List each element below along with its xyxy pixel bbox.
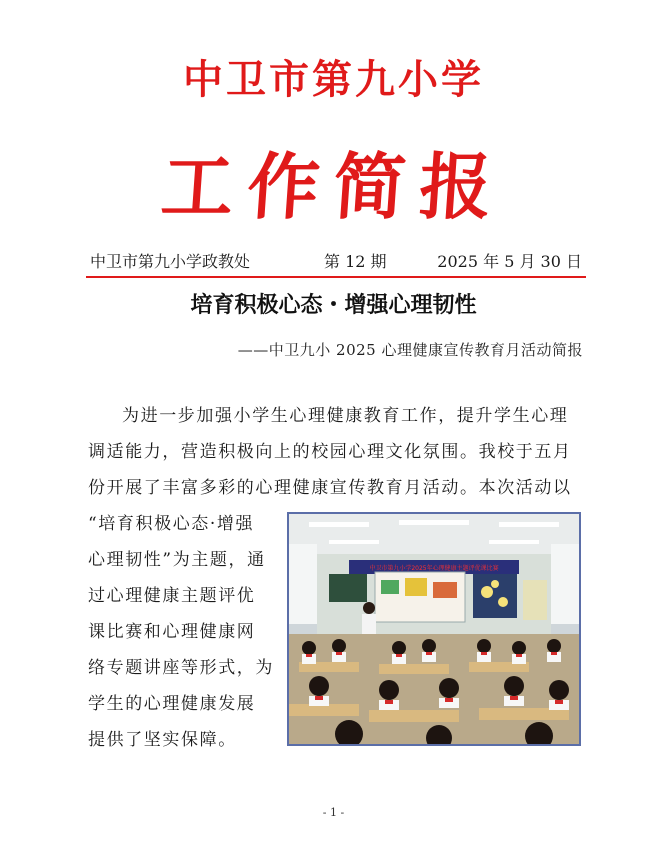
issue-info-bar: [86, 250, 586, 274]
body-line: 课比赛和心理健康网: [88, 622, 256, 642]
issue-department: 中卫市第九小学政教处: [90, 252, 251, 271]
body-line: 学生的心理健康发展: [88, 694, 256, 714]
issue-date: 2025 年 5 月 30 日: [437, 252, 582, 271]
photo-banner: 中卫市第九小学2025年心理健康主题评优课比赛: [369, 565, 499, 572]
classroom-photo: [287, 512, 581, 746]
body-line: 提供了坚实保障。: [88, 730, 237, 750]
page-number: - 1 -: [322, 806, 345, 819]
body-line: 过心理健康主题评优: [88, 586, 256, 606]
report-title: 工作简报: [158, 145, 509, 229]
body-line: 为进一步加强小学生心理健康教育工作，提升学生心理: [122, 406, 569, 426]
body-line: 份开展了丰富多彩的心理健康宣传教育月活动。本次活动以: [88, 478, 572, 498]
body-line: “培育积极心态·增强: [88, 514, 255, 534]
article-subtitle: ——中卫九小 2025 心理健康宣传教育月活动简报: [237, 341, 583, 359]
header-divider: [86, 276, 586, 278]
body-line: 络专题讲座等形式，为: [88, 658, 274, 678]
body-line: 调适能力，营造积极向上的校园心理文化氛围。我校于五月: [88, 442, 572, 462]
body-line: 心理韧性”为主题，通: [88, 550, 266, 570]
school-name: 中卫市第九小学: [183, 56, 484, 103]
article-title: 培育积极心态・增强心理韧性: [190, 293, 477, 318]
issue-number: 第 12 期: [324, 252, 387, 271]
